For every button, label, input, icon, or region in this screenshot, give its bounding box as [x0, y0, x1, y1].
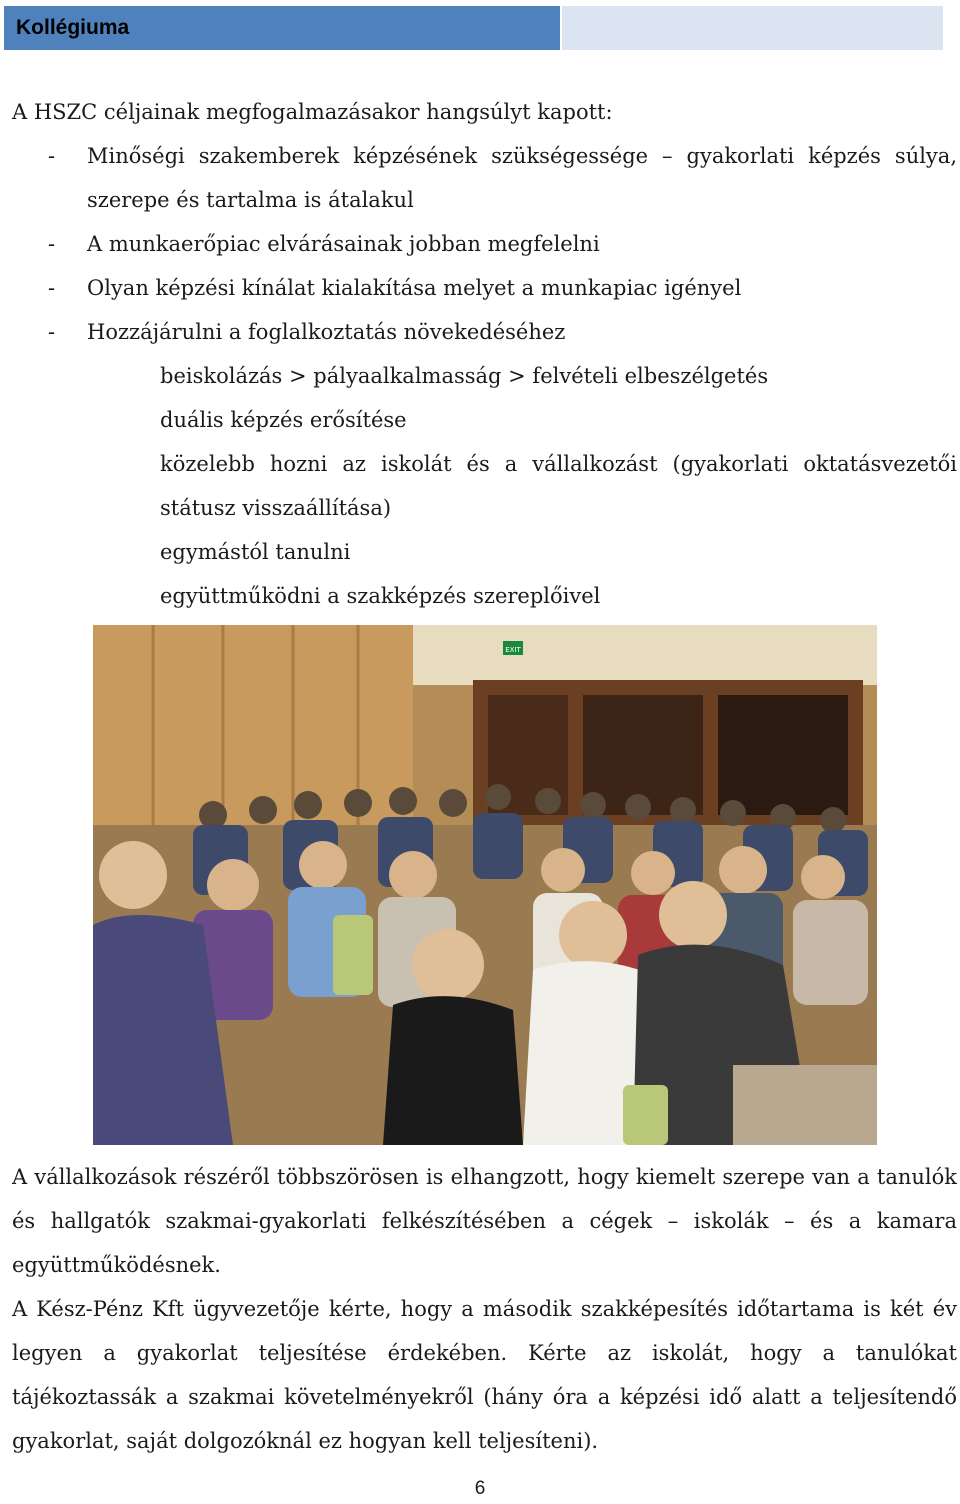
sub-goals-list [160, 354, 957, 618]
sub-goal-item: együttműködni a szakképzés szereplőivel [160, 584, 601, 608]
event-photo [93, 625, 877, 1145]
audience-photo-illustration [93, 625, 877, 1145]
page-number: 6 [474, 1478, 486, 1499]
goal-item: - A munkaerőpiac elvárásainak jobban megfelelni [12, 222, 957, 266]
goal-item: - Minőségi szakemberek képzésének szükségessége – gyakorlati képzés súlya, szerepe és tartalma is átalakul [12, 134, 957, 222]
bullet-dash: - [48, 276, 56, 300]
paragraph-partners: A vállalkozások részéről többszörösen is elhangzott, hogy kiemelt szerepe van a tanulók és hallgatók szakmai-gyakorlati felkészítésében a cégek – iskolák – és a kamara együttműködésnek. [12, 1165, 957, 1277]
goals-list [12, 134, 957, 354]
sub-goal-item: közelebb hozni az iskolát és a vállalkozást (gyakorlati oktatásvezetői státusz visszaállítása) [160, 452, 957, 520]
bullet-dash: - [48, 320, 56, 344]
sub-goal-item: duális képzés erősítése [160, 408, 407, 432]
paragraph-kesz-penz: A Kész-Pénz Kft ügyvezetője kérte, hogy a második szakképesítés időtartama is két év legyen a gyakorlat teljesítése érdekében. Kérte az iskolát, hogy a tanulókat tájékoztassák a szakmai követelményekről (hány óra a képzési idő alatt a teljesítendő gyakorlat, saját dolgozóknál ez hogyan kell teljesíteni). [12, 1297, 957, 1453]
sub-goal-item: egymástól tanulni [160, 540, 351, 564]
svg-text:EXIT: EXIT [505, 646, 521, 654]
header-title: Kollégiuma [16, 16, 130, 39]
sub-goal-item: beiskolázás > pályaalkalmasság > felvételi elbeszélgetés [160, 364, 769, 388]
bullet-dash: - [48, 232, 56, 256]
bullet-dash: - [48, 144, 56, 168]
goal-item: - Olyan képzési kínálat kialakítása melyet a munkapiac igényel [12, 266, 957, 310]
header-bar-light [562, 6, 943, 50]
header-bar [4, 6, 560, 50]
intro-text: A HSZC céljainak megfogalmazásakor hangsúlyt kapott: [12, 100, 613, 124]
goal-item: - Hozzájárulni a foglalkoztatás növekedéséhez [12, 310, 957, 354]
